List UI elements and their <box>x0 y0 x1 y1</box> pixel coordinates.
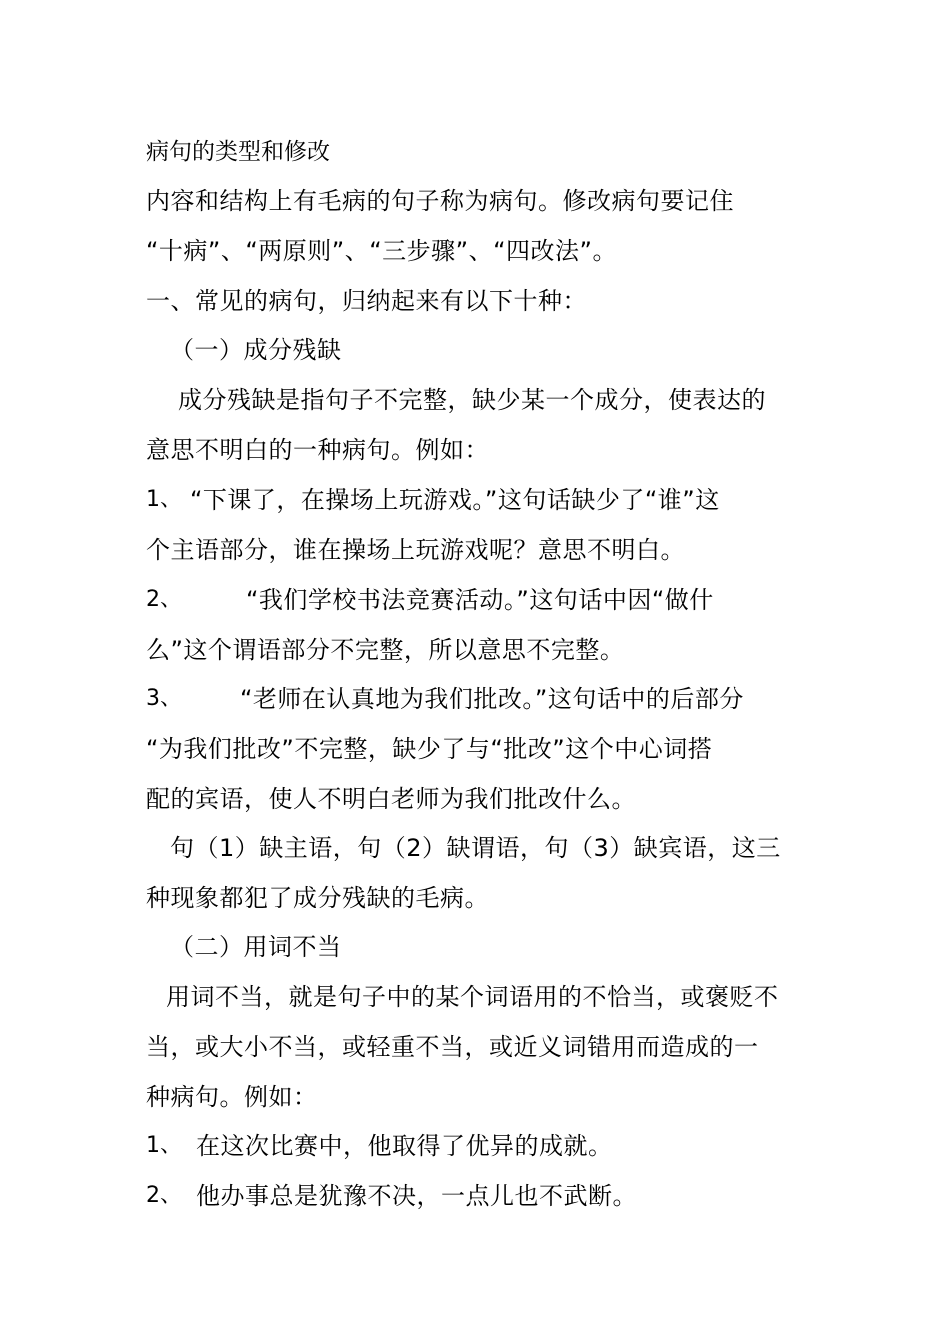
part1-summary-line-1: 句（1）缺主语，句（2）缺谓语，句（3）缺宾语，这三 <box>170 834 781 862</box>
part2-definition-line-1: 用词不当，就是句子中的某个词语用的不恰当，或褒贬不 <box>166 983 779 1011</box>
part1-definition-line-1: 成分残缺是指句子不完整，缺少某一个成分，使表达的 <box>178 386 766 414</box>
part2-heading: （二）用词不当 <box>170 933 342 961</box>
example-3-line-1: “老师在认真地为我们批改。”这句话中的后部分 <box>240 685 744 713</box>
part1-definition-line-2: 意思不明白的一种病句。例如： <box>146 436 489 464</box>
part2-definition-line-2: 当，或大小不当，或轻重不当，或近义词错用而造成的一 <box>146 1033 759 1061</box>
example-2-line-2: 么”这个谓语部分不完整，所以意思不完整。 <box>146 636 625 664</box>
intro-line-2: “十病”、“两原则”、“三步骤”、“四改法”。 <box>146 237 617 265</box>
section-heading: 一、常见的病句，归纳起来有以下十种： <box>146 287 587 315</box>
part1-heading: （一）成分残缺 <box>170 336 342 364</box>
example-number: 1、 <box>146 1133 182 1158</box>
example-number: 2、 <box>146 1183 182 1208</box>
part2-example-1: 在这次比赛中，他取得了优异的成就。 <box>196 1132 613 1160</box>
document-title: 病句的类型和修改 <box>146 139 330 165</box>
intro-line-1: 内容和结构上有毛病的句子称为病句。修改病句要记住 <box>146 187 734 215</box>
example-number: 2、 <box>146 587 182 612</box>
example-3-line-3: 配的宾语，使人不明白老师为我们批改什么。 <box>146 785 636 813</box>
example-number: 1、 <box>146 487 182 512</box>
example-1-line-2: 个主语部分，谁在操场上玩游戏呢？意思不明白。 <box>146 536 685 564</box>
example-2-line-1: “我们学校书法竞赛活动。”这句话中因“做什 <box>246 586 714 614</box>
part2-example-2: 他办事总是犹豫不决，一点儿也不武断。 <box>196 1182 637 1210</box>
example-3-line-2: “为我们批改”不完整，缺少了与“批改”这个中心词搭 <box>146 735 713 763</box>
part2-definition-line-3: 种病句。例如： <box>146 1083 318 1111</box>
example-1-line-1: “下课了，在操场上玩游戏。”这句话缺少了“谁”这 <box>190 486 720 514</box>
part1-summary-line-2: 种现象都犯了成分残缺的毛病。 <box>146 884 489 912</box>
example-number: 3、 <box>146 686 182 711</box>
